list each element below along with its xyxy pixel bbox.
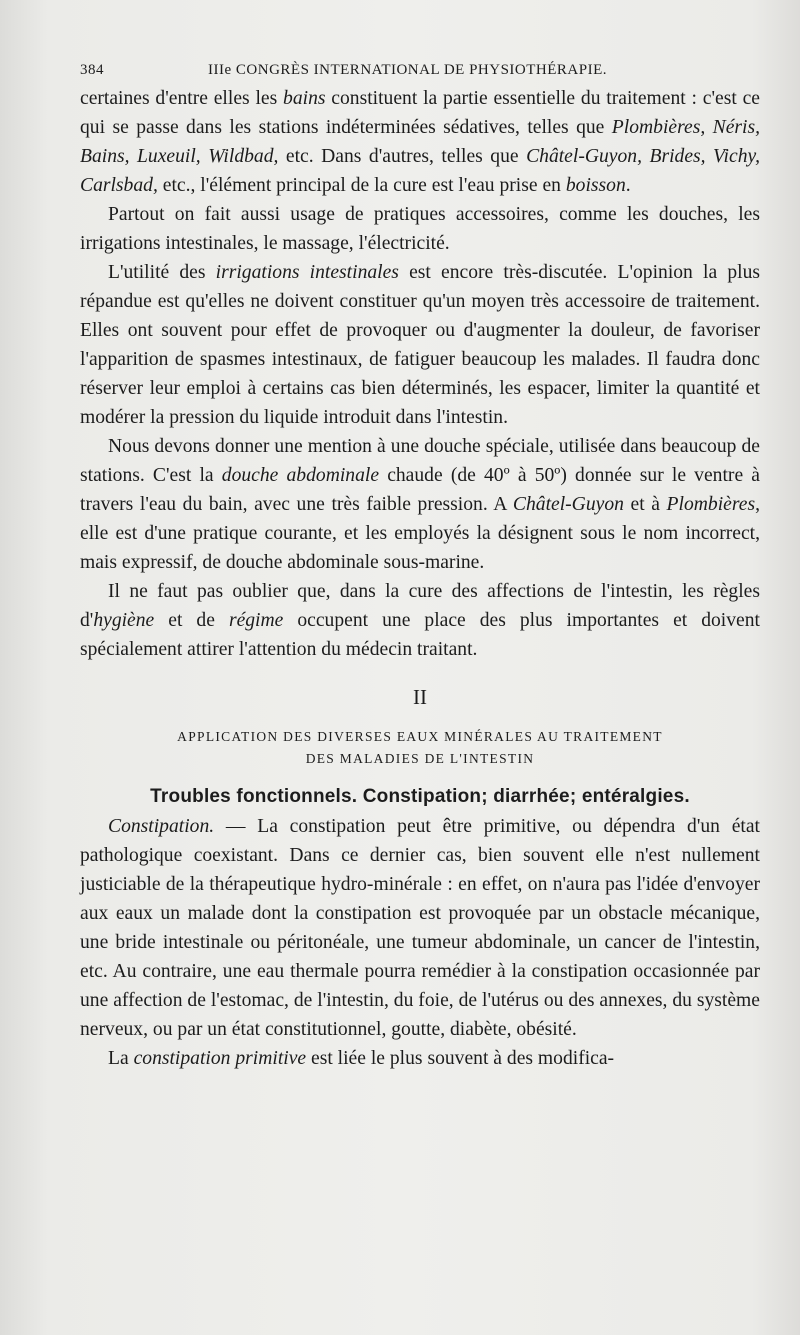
paragraph-5: Il ne faut pas oublier que, dans la cure des affections de l'intestin, les règles d'hygiène et de régime occupent une place des plus importantes et doivent spécialement attirer l'attention du médecin traitant. — [80, 581, 760, 660]
body-text — [80, 84, 760, 1073]
paragraph-6: Constipation. — La constipation peut être primitive, ou dépendra d'un état pathologique coexistant. Dans ce dernier cas, bien souvent elle n'est nullement justiciable de la thérapeutique hydro-minérale : en effet, on n'aura pas l'idée d'envoyer aux eaux un malade dont la constipation est provoquée par un obstacle mécanique, une bride intestinale ou péritonéale, une tumeur abdominale, un cancer de l'intestin, etc. Au contraire, une eau thermale pourra remédier à la constipation occasionnée par une affection de l'estomac, de l'intestin, du foie, de l'utérus ou des annexes, du système nerveux, ou par un état constitutionnel, goutte, diabète, obésité. — [80, 816, 760, 1040]
paragraph-7: La constipation primitive est liée le plus souvent à des modifica- — [108, 1048, 615, 1069]
subheading: Troubles fonctionnels. Constipation; diarrhée; entéralgies. — [150, 786, 690, 807]
paragraph-3: L'utilité des irrigations intestinales est encore très-discutée. L'opinion la plus répandue est qu'elles ne doivent constituer qu'un moyen très accessoire de traitement. Elles ont souvent pour effet de provoquer ou d'augmenter la douleur, de favoriser l'apparition de spasmes intestinaux, de fatiguer beaucoup les malades. Il faudra donc réserver leur emploi à certains cas bien déterminés, les espacer, limiter la quantité et modérer la pression du liquide introduit dans l'intestin. — [80, 262, 760, 428]
running-head — [80, 62, 760, 86]
paragraph-2: Partout on fait aussi usage de pratiques accessoires, comme les douches, les irrigations intestinales, le massage, l'électricité. — [80, 204, 760, 254]
section-title — [80, 726, 760, 770]
paragraph-1: certaines d'entre elles les bains constituent la partie essentielle du traitement : c'est ce qui se passe dans les stations indéterminées sédatives, telles que Plombières, Néris, Bains, Luxeuil, Wildbad, etc. Dans d'autres, telles que Châtel-Guyon, Brides, Vichy, Carlsbad, etc., l'élément principal de la cure est l'eau prise en boisson. — [80, 88, 761, 196]
paragraph-4: Nous devons donner une mention à une douche spéciale, utilisée dans beaucoup de stations. C'est la douche abdominale chaude (de 40º à 50º) donnée sur le ventre à travers l'eau du bain, avec une très faible pression. A Châtel-Guyon et à Plombières, elle est d'une pratique courante, et les employés la désignent sous le nom incorrect, mais expressif, de douche abdominale sous-marine. — [80, 436, 760, 573]
section-title-line-1: APPLICATION DES DIVERSES EAUX MINÉRALES AU TRAITEMENT — [177, 729, 663, 744]
running-head-title: IIIe CONGRÈS INTERNATIONAL DE PHYSIOTHÉRAPIE. — [208, 62, 607, 78]
section-title-line-2: DES MALADIES DE L'INTESTIN — [305, 751, 535, 766]
section-number: II — [413, 685, 427, 709]
page-number: 384 — [80, 62, 104, 78]
